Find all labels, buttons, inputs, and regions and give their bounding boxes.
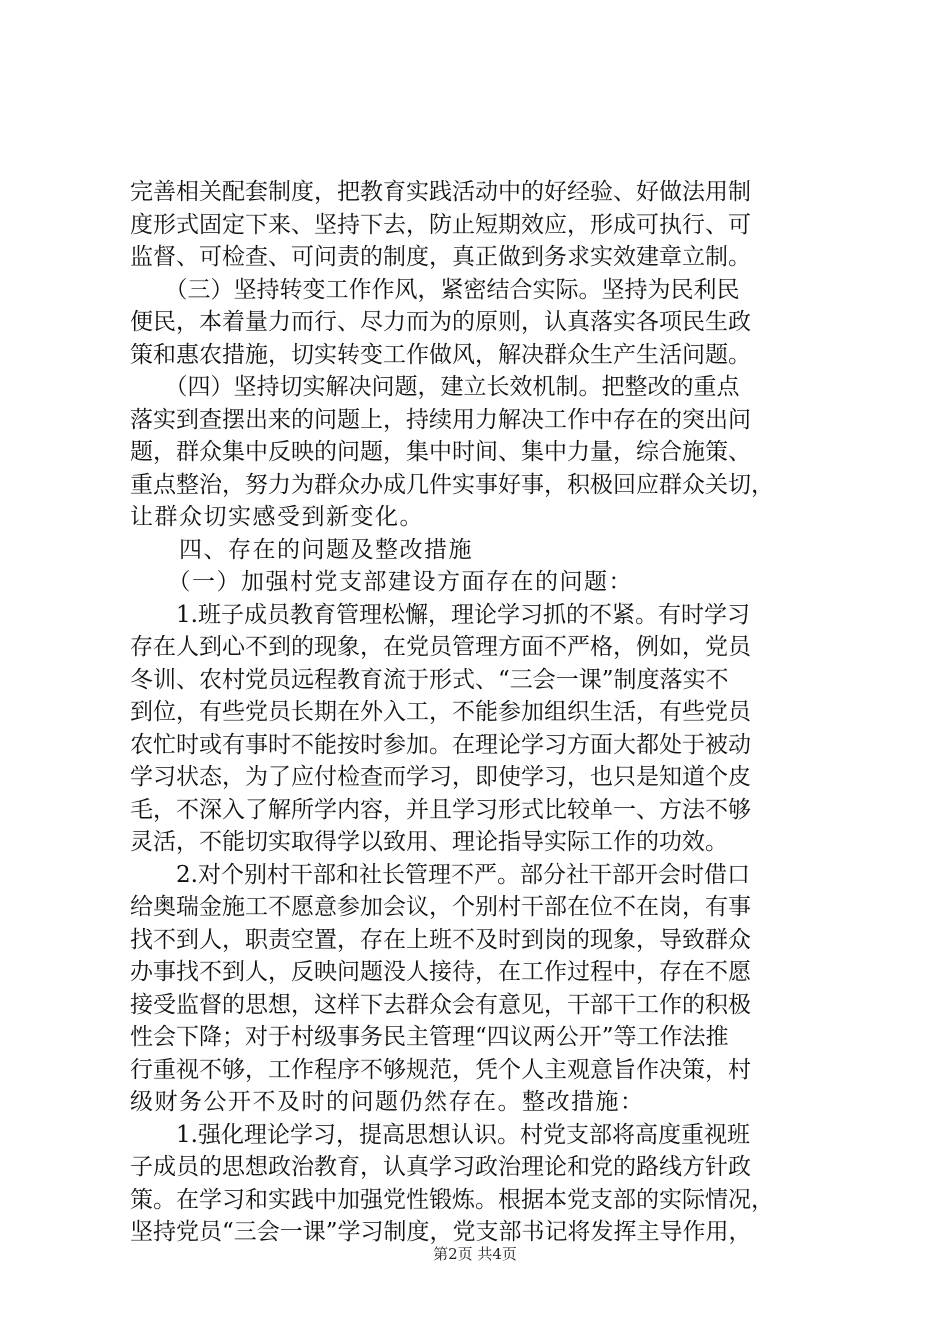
- text-line: 题，群众集中反映的问题，集中时间、集中力量，综合施策、: [130, 439, 751, 465]
- text-line: 1.强化理论学习，提高思想认识。村党支部将高度重视班: [130, 1121, 750, 1148]
- text-line: 重点整治，努力为群众办成几件实事好事，积极回应群众关切，: [130, 471, 774, 498]
- text-line: 坚持党员“三会一课”学习制度，党支部书记将发挥主导作用，: [130, 1219, 752, 1245]
- text-line: 1.班子成员教育管理松懈，理论学习抓的不紧。有时学习: [130, 601, 750, 628]
- text-line: （一）加强村党支部建设方面存在的问题：: [130, 569, 633, 595]
- text-line: （三）坚持转变工作作风，紧密结合实际。坚持为民利民: [130, 276, 740, 303]
- text-line: 办事找不到人，反映问题没人接待，在工作过程中，存在不愿: [130, 959, 751, 985]
- text-line: 行重视不够，工作程序不够规范，凭个人主观意旨作决策，村: [130, 1056, 751, 1083]
- page-footer: 第2页 共4页: [433, 1245, 517, 1263]
- text-line: 冬训、农村党员远程教育流于形式、“三会一课”制度落实不: [130, 666, 729, 693]
- text-line: 策和惠农措施，切实转变工作做风，解决群众生产生活问题。: [130, 341, 751, 368]
- text-line: 监督、可检查、可问责的制度，真正做到务求实效建章立制。: [130, 244, 751, 270]
- text-line: 性会下降；对于村级事务民主管理“四议两公开”等工作法推: [130, 1024, 729, 1050]
- text-line: 2.对个别村干部和社长管理不严。部分社干部开会时借口: [130, 861, 750, 888]
- body-text: [130, 176, 842, 1249]
- text-line: 找不到人，职责空置，存在上班不及时到岗的现象，导致群众: [130, 926, 751, 953]
- text-line: 给奥瑞金施工不愿意参加会议，个别村干部在位不在岗，有事: [130, 894, 751, 920]
- text-line: 策。在学习和实践中加强党性锻炼。根据本党支部的实际情况，: [130, 1186, 774, 1213]
- text-line: 便民，本着量力而行、尽力而为的原则，认真落实各项民生政: [130, 309, 751, 335]
- text-line: 完善相关配套制度，把教育实践活动中的好经验、好做法用制: [130, 179, 751, 205]
- text-line: 让群众切实感受到新变化。: [130, 504, 424, 530]
- text-line: 接受监督的思想，这样下去群众会有意见，干部干工作的积极: [130, 991, 751, 1018]
- text-line: 度形式固定下来、坚持下去，防止短期效应，形成可执行、可: [130, 211, 751, 238]
- text-line: 落实到查摆出来的问题上，持续用力解决工作中存在的突出问: [130, 406, 751, 433]
- text-line: 毛，不深入了解所学内容，并且学习形式比较单一、方法不够: [130, 796, 751, 823]
- text-line: 学习状态，为了应付检查而学习，即使学习，也只是知道个皮: [130, 764, 751, 790]
- text-line: 四、存在的问题及整改措施: [130, 536, 473, 563]
- text-line: 到位，有些党员长期在外入工，不能参加组织生活，有些党员: [130, 699, 751, 725]
- text-line: 存在人到心不到的现象，在党员管理方面不严格，例如，党员: [130, 634, 751, 660]
- text-line: 级财务公开不及时的问题仍然存在。整改措施：: [130, 1089, 645, 1115]
- text-line: 灵活，不能切实取得学以致用、理论指导实际工作的功效。: [130, 829, 728, 855]
- text-line: （四）坚持切实解决问题，建立长效机制。把整改的重点: [130, 374, 740, 400]
- text-line: 子成员的思想政治教育，认真学习政治理论和党的路线方针政: [130, 1154, 751, 1180]
- text-line: 农忙时或有事时不能按时参加。在理论学习方面大都处于被动: [130, 731, 751, 758]
